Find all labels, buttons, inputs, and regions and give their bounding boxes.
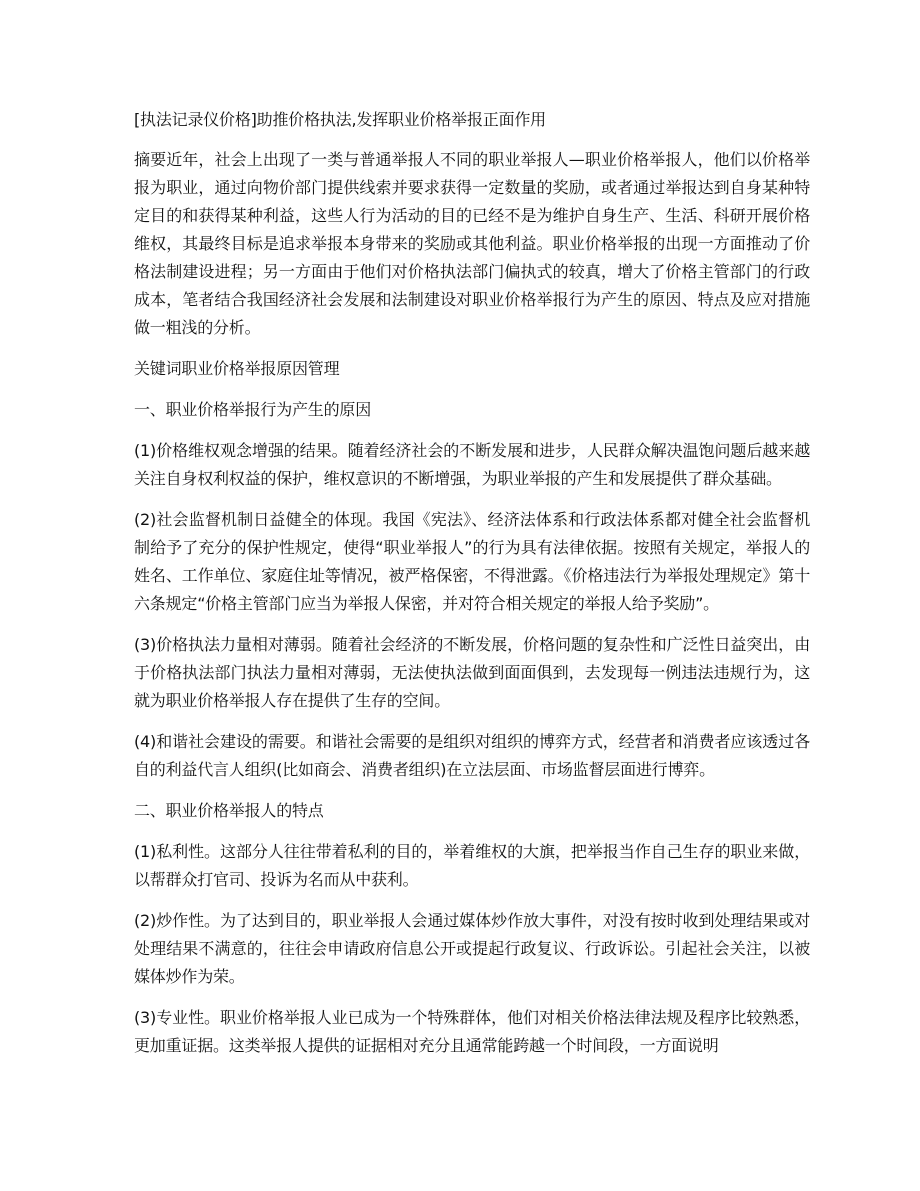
section2-item-3: (3)专业性。职业价格举报人业已成为一个特殊群体，他们对相关价格法律法规及程序比较熟悉，更加重证据。这类举报人提供的证据相对充分且通常能跨越一个时间段，一方面说明 — [134, 1008, 810, 1055]
section2-item-1: (1)私利性。这部分人往往带着私利的目的，举着维权的大旗，把举报当作自己生存的职业来做，以帮群众打官司、投诉为名而从中获利。 — [134, 842, 810, 889]
section-heading-1: 一、职业价格举报行为产生的原因 — [134, 400, 372, 419]
section1-item-1: (1)价格维权观念增强的结果。随着经济社会的不断发展和进步，人民群众解决温饱问题后越来越关注自身权利权益的保护，维权意识的不断增强，为职业举报的产生和发展提供了群众基础。 — [134, 441, 810, 488]
section1-item-2: (2)社会监督机制日益健全的体现。我国《宪法》、经济法体系和行政法体系都对健全社会监督机制给予了充分的保护性规定，使得“职业举报人”的行为具有法律依据。按照有关规定，举报人的姓名、工作单位、家庭住址等情况，被严格保密，不得泄露。《价格违法行为举报处理规定》第十六条规定“价格主管部门应当为举报人保密，并对符合相关规定的举报人给予奖励”。 — [134, 510, 810, 613]
section1-item-4: (4)和谐社会建设的需要。和谐社会需要的是组织对组织的博弈方式，经营者和消费者应该透过各自的利益代言人组织(比如商会、消费者组织)在立法层面、市场监督层面进行博弈。 — [134, 732, 810, 779]
document-body — [134, 106, 810, 1073]
document-title: [执法记录仪价格]助推价格执法,发挥职业价格举报正面作用 — [134, 110, 546, 129]
abstract-paragraph: 摘要近年，社会上出现了一类与普通举报人不同的职业举报人—职业价格举报人，他们以价格举报为职业，通过向物价部门提供线索并要求获得一定数量的奖励，或者通过举报达到自身某种特定目的和获得某种利益，这些人行为活动的目的已经不是为维护自身生产、生活、科研开展价格维权，其最终目标是追求举报本身带来的奖励或其他利益。职业价格举报的出现一方面推动了价格法制建设进程；另一方面由于他们对价格执法部门偏执式的较真，增大了价格主管部门的行政成本，笔者结合我国经济社会发展和法制建设对职业价格举报行为产生的原因、特点及应对措施做一粗浅的分析。 — [134, 150, 810, 337]
keywords-paragraph: 关键词职业价格举报原因管理 — [134, 359, 340, 378]
section-heading-2: 二、职业价格举报人的特点 — [134, 801, 324, 820]
section1-item-3: (3)价格执法力量相对薄弱。随着社会经济的不断发展，价格问题的复杂性和广泛性日益突出，由于价格执法部门执法力量相对薄弱，无法使执法做到面面俱到，去发现每一例违法违规行为，这就为职业价格举报人存在提供了生存的空间。 — [134, 635, 810, 710]
section2-item-2: (2)炒作性。为了达到目的，职业举报人会通过媒体炒作放大事件，对没有按时收到处理结果或对处理结果不满意的，往往会申请政府信息公开或提起行政复议、行政诉讼。引起社会关注，以被媒体炒作为荣。 — [134, 911, 810, 986]
